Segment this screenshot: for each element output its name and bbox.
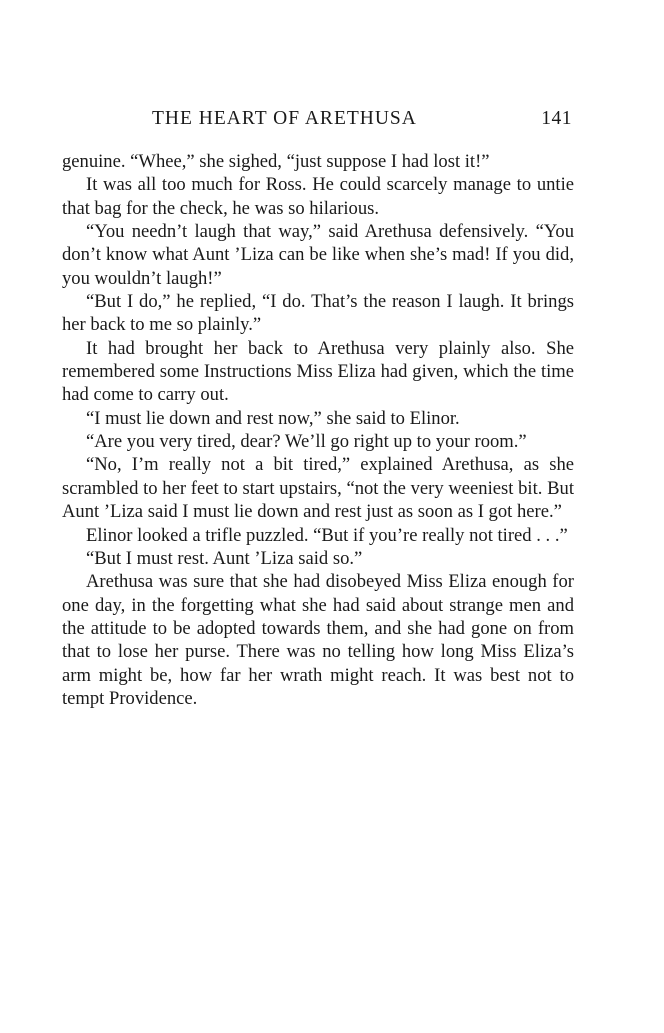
paragraph: genuine. “Whee,” she sighed, “just suppose I had lost it!” [62, 151, 490, 172]
paragraph: It had brought her back to Arethusa very plainly also. She remembered some Instructions Miss Eliza had given, which the time had come to carry out. [62, 337, 574, 406]
body-text [62, 150, 574, 710]
paragraph: “Are you very tired, dear? We’ll go right up to your room.” [86, 431, 527, 453]
paragraph: “No, I’m really not a bit tired,” explained Arethusa, as she scrambled to her feet to start upstairs, “not the very weeniest bit. But Aunt ’Liza said I must lie down and rest just as soon as I got here.” [62, 454, 574, 523]
paragraph: “I must lie down and rest now,” she said to Elinor. [86, 407, 460, 429]
running-title: THE HEART OF ARETHUSA [152, 108, 417, 129]
running-header [62, 108, 574, 138]
paragraph: It was all too much for Ross. He could scarcely manage to untie that bag for the check, he was so hilarious. [62, 174, 574, 219]
page-number: 141 [541, 108, 572, 129]
book-page [62, 108, 574, 710]
paragraph: “You needn’t laugh that way,” said Arethusa defensively. “You don’t know what Aunt ’Liza can be like when she’s mad! If you did, you wouldn’t laugh!” [62, 221, 574, 289]
paragraph: “But I must rest. Aunt ’Liza said so.” [86, 547, 363, 569]
paragraph: Elinor looked a trifle puzzled. “But if you’re really not tired . . .” [86, 524, 568, 546]
paragraph: “But I do,” he replied, “I do. That’s the reason I laugh. It brings her back to me so plainly.” [62, 291, 574, 336]
paragraph: Arethusa was sure that she had disobeyed Miss Eliza enough for one day, in the forgetting what she had said about strange men and the attitude to be adopted towards them, and she had gone on from that to lose her purse. There was no telling how long Miss Eliza’s arm might be, how far her wrath might reach. It was best not to tempt Providence. [62, 571, 574, 709]
